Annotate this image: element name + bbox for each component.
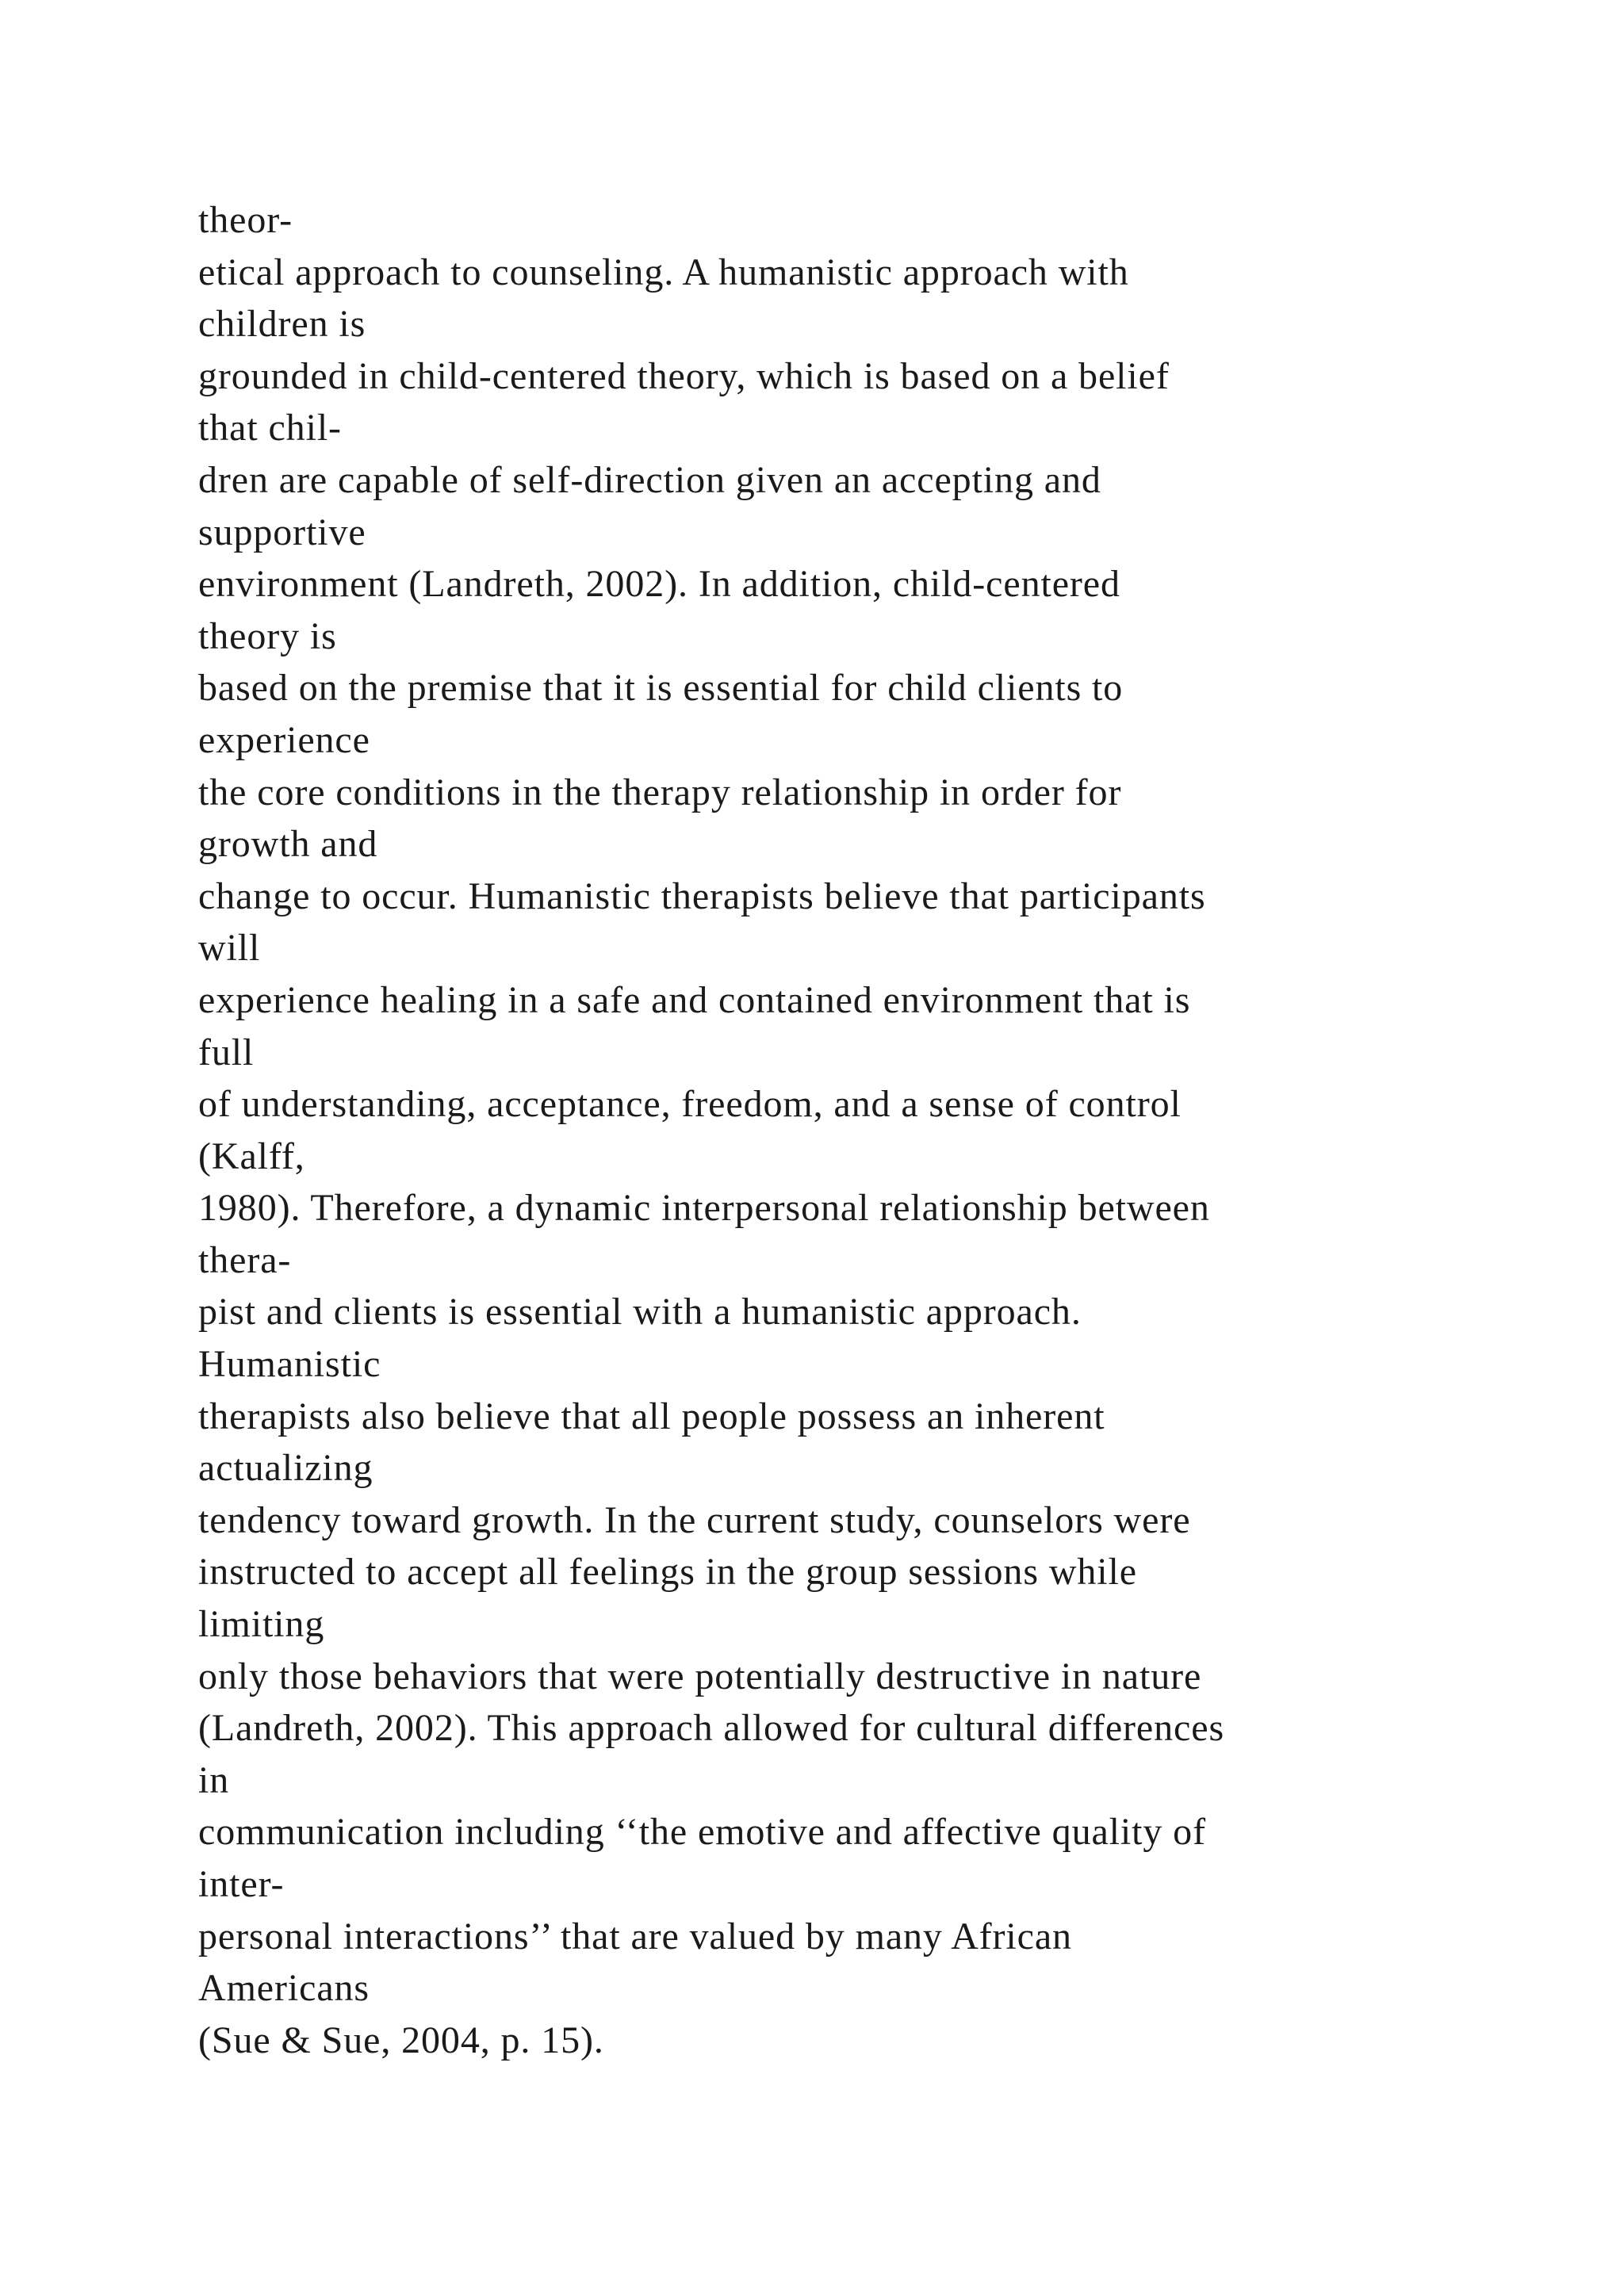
text-line: grounded in child-centered theory, which is based on a belief [198, 354, 1170, 397]
text-line: that chil- [198, 407, 342, 450]
text-line: actualizing [198, 1447, 373, 1490]
text-line: limiting [198, 1603, 325, 1646]
text-line: personal interactions’’ that are valued by many African [198, 1915, 1072, 1957]
text-line: experience healing in a safe and contained environment that is [198, 978, 1191, 1021]
text-line: will [198, 927, 261, 970]
text-line: theory is [198, 614, 337, 657]
text-line: in [198, 1758, 230, 1801]
text-line: experience [198, 718, 370, 761]
text-line: full [198, 1031, 255, 1073]
text-line: based on the premise that it is essential for child clients to [198, 667, 1124, 710]
text-line: Humanistic [198, 1343, 381, 1386]
text-line: Americans [198, 1967, 370, 2010]
text-line: dren are capable of self-direction given an accepting and [198, 458, 1101, 501]
text-line: thera- [198, 1238, 292, 1281]
text-line: pist and clients is essential with a humanistic approach. [198, 1291, 1082, 1334]
text-line: etical approach to counseling. A humanistic approach with [198, 251, 1129, 293]
text-line: inter- [198, 1863, 285, 1905]
text-line: theor- [198, 199, 293, 241]
text-line: of understanding, acceptance, freedom, and a sense of control [198, 1083, 1182, 1126]
text-line: therapists also believe that all people possess an inherent [198, 1395, 1105, 1437]
text-line: only those behaviors that were potentially destructive in nature [198, 1655, 1202, 1697]
text-line: tendency toward growth. In the current study, counselors were [198, 1498, 1191, 1541]
text-line: instructed to accept all feelings in the group sessions while [198, 1551, 1137, 1594]
text-line: (Landreth, 2002). This approach allowed for cultural differences [198, 1707, 1225, 1750]
text-line: children is [198, 303, 366, 346]
text-line: (Sue & Sue, 2004, p. 15). [198, 2019, 604, 2061]
text-line: (Kalff, [198, 1135, 305, 1177]
text-line: change to occur. Humanistic therapists believe that participants [198, 874, 1206, 917]
text-line: communication including ‘‘the emotive and affective quality of [198, 1811, 1206, 1854]
text-line: environment (Landreth, 2002). In addition, child-centered [198, 563, 1120, 606]
text-line: the core conditions in the therapy relationship in order for [198, 771, 1122, 813]
body-text [198, 194, 1546, 2066]
text-line: growth and [198, 823, 378, 866]
text-line: supportive [198, 511, 366, 553]
text-line: 1980). Therefore, a dynamic interpersonal relationship between [198, 1187, 1210, 1230]
